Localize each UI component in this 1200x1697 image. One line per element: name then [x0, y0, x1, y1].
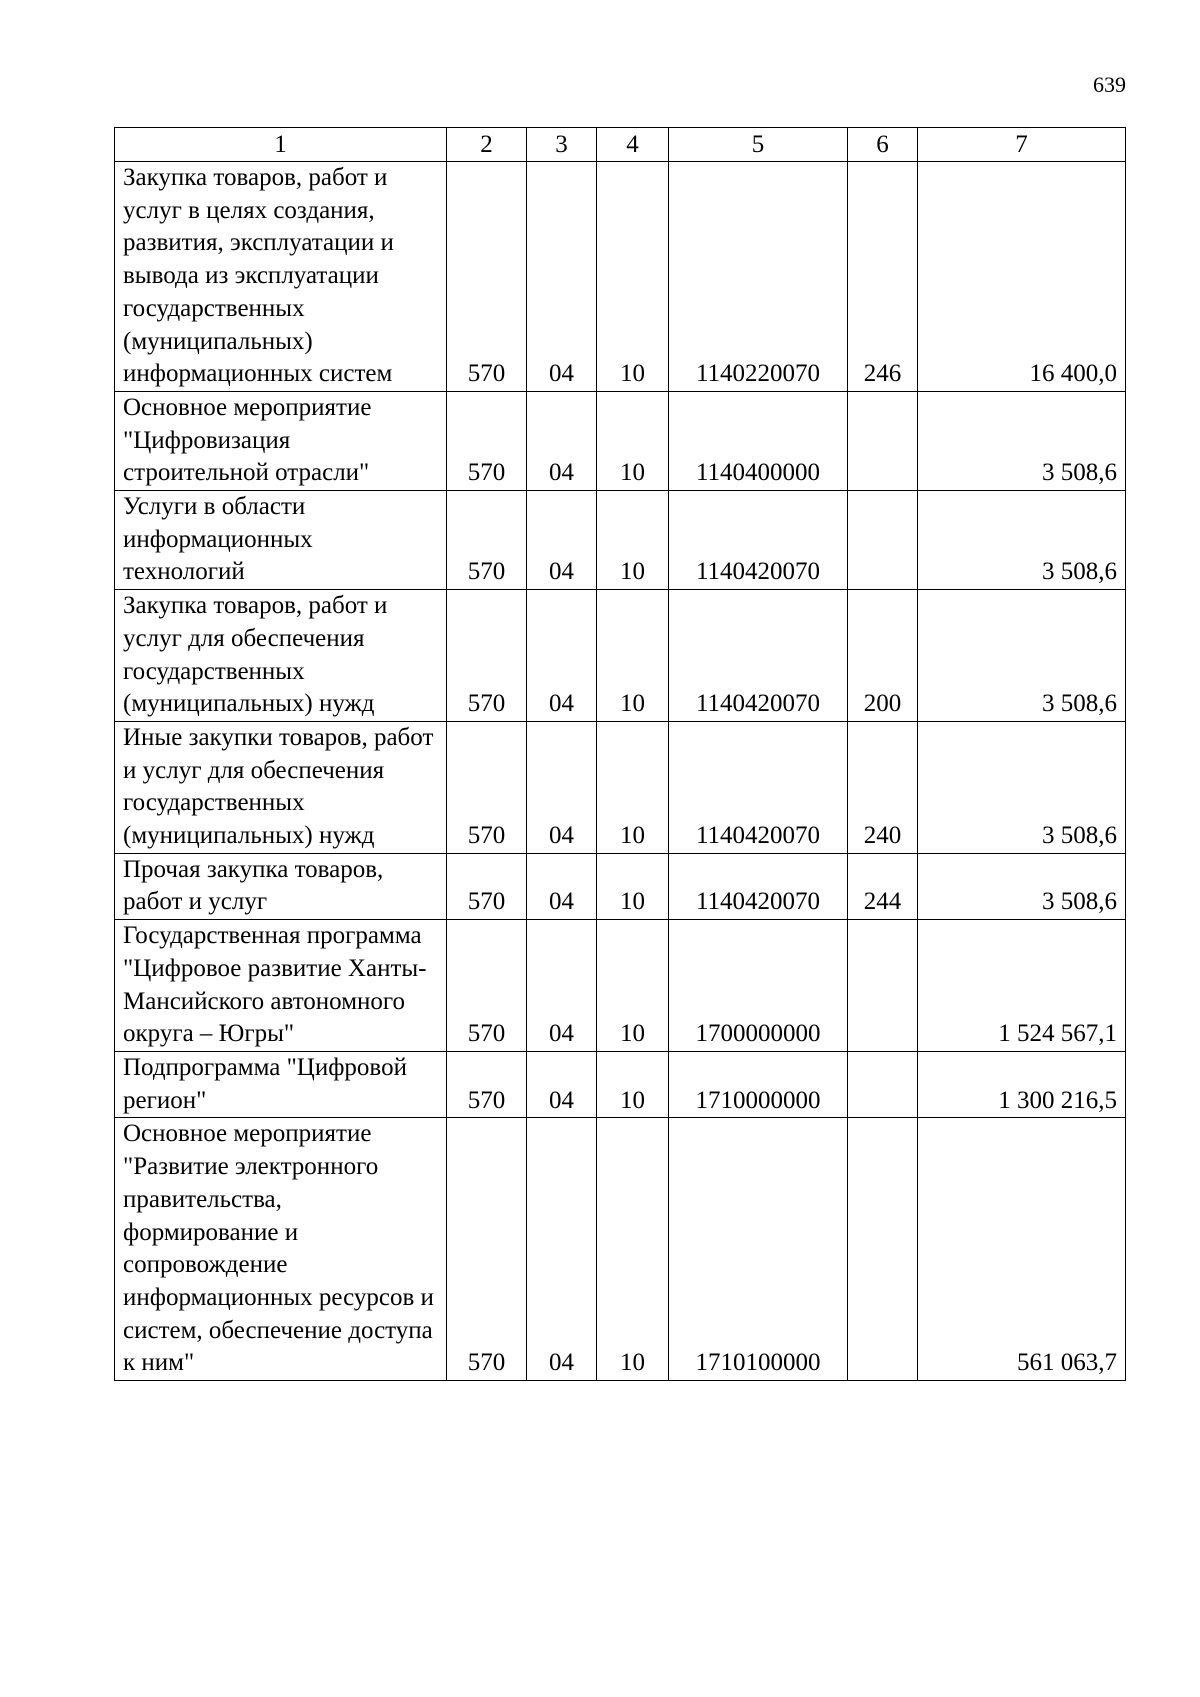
row-code-cell: 570 — [447, 491, 527, 590]
row-code-cell: 570 — [447, 162, 527, 392]
row-section-cell: 04 — [527, 1051, 597, 1117]
row-target-article-cell: 1700000000 — [669, 920, 848, 1052]
table-row — [115, 721, 1126, 853]
row-subsection-cell: 10 — [597, 853, 669, 919]
row-name-cell: Услуги в области информационных технологий — [115, 491, 447, 590]
header-col-4: 4 — [597, 128, 669, 162]
row-expense-type-cell — [848, 1051, 918, 1117]
row-target-article-cell: 1710000000 — [669, 1051, 848, 1117]
row-target-article-cell: 1140420070 — [669, 590, 848, 722]
row-amount-cell: 3 508,6 — [918, 391, 1126, 490]
row-code-cell: 570 — [447, 920, 527, 1052]
row-section-cell: 04 — [527, 391, 597, 490]
header-row — [115, 128, 1126, 162]
row-amount-cell: 3 508,6 — [918, 491, 1126, 590]
table-row — [115, 491, 1126, 590]
table-header — [115, 128, 1126, 162]
row-expense-type-cell — [848, 1118, 918, 1381]
row-code-cell: 570 — [447, 1051, 527, 1117]
row-subsection-cell: 10 — [597, 491, 669, 590]
row-amount-cell: 16 400,0 — [918, 162, 1126, 392]
row-name-cell: Основное мероприятие "Цифровизация строительной отрасли" — [115, 391, 447, 490]
row-amount-cell: 561 063,7 — [918, 1118, 1126, 1381]
row-name-cell: Государственная программа "Цифровое развитие Ханты-Мансийского автономного округа – Югры" — [115, 920, 447, 1052]
row-amount-cell: 1 300 216,5 — [918, 1051, 1126, 1117]
row-target-article-cell: 1140220070 — [669, 162, 848, 392]
row-amount-cell: 3 508,6 — [918, 853, 1126, 919]
row-amount-cell: 3 508,6 — [918, 721, 1126, 853]
table-row — [115, 853, 1126, 919]
row-code-cell: 570 — [447, 391, 527, 490]
row-section-cell: 04 — [527, 590, 597, 722]
table-row — [115, 920, 1126, 1052]
row-code-cell: 570 — [447, 853, 527, 919]
row-expense-type-cell: 244 — [848, 853, 918, 919]
row-amount-cell: 3 508,6 — [918, 590, 1126, 722]
row-name-cell: Закупка товаров, работ и услуг для обеспечения государственных (муниципальных) нужд — [115, 590, 447, 722]
row-section-cell: 04 — [527, 853, 597, 919]
row-subsection-cell: 10 — [597, 162, 669, 392]
table-row — [115, 162, 1126, 392]
row-subsection-cell: 10 — [597, 590, 669, 722]
row-expense-type-cell — [848, 920, 918, 1052]
row-subsection-cell: 10 — [597, 1051, 669, 1117]
header-col-5: 5 — [669, 128, 848, 162]
row-amount-cell: 1 524 567,1 — [918, 920, 1126, 1052]
header-col-6: 6 — [848, 128, 918, 162]
row-expense-type-cell: 240 — [848, 721, 918, 853]
row-subsection-cell: 10 — [597, 920, 669, 1052]
row-subsection-cell: 10 — [597, 1118, 669, 1381]
table-body — [115, 162, 1126, 1381]
row-expense-type-cell — [848, 491, 918, 590]
row-section-cell: 04 — [527, 920, 597, 1052]
row-name-cell: Закупка товаров, работ и услуг в целях создания, развития, эксплуатации и вывода из эксплуатации государственных (муниципальных) информационных систем — [115, 162, 447, 392]
row-target-article-cell: 1140400000 — [669, 391, 848, 490]
budget-table — [114, 127, 1126, 1381]
row-target-article-cell: 1710100000 — [669, 1118, 848, 1381]
header-col-3: 3 — [527, 128, 597, 162]
row-target-article-cell: 1140420070 — [669, 491, 848, 590]
header-col-7: 7 — [918, 128, 1126, 162]
row-subsection-cell: 10 — [597, 721, 669, 853]
row-target-article-cell: 1140420070 — [669, 721, 848, 853]
row-expense-type-cell: 200 — [848, 590, 918, 722]
row-code-cell: 570 — [447, 1118, 527, 1381]
table-row — [115, 590, 1126, 722]
row-name-cell: Иные закупки товаров, работ и услуг для обеспечения государственных (муниципальных) нужд — [115, 721, 447, 853]
table-row — [115, 391, 1126, 490]
table-row — [115, 1118, 1126, 1381]
row-target-article-cell: 1140420070 — [669, 853, 848, 919]
row-section-cell: 04 — [527, 491, 597, 590]
table-row — [115, 1051, 1126, 1117]
row-subsection-cell: 10 — [597, 391, 669, 490]
row-expense-type-cell — [848, 391, 918, 490]
row-section-cell: 04 — [527, 1118, 597, 1381]
row-code-cell: 570 — [447, 590, 527, 722]
row-name-cell: Подпрограмма "Цифровой регион" — [115, 1051, 447, 1117]
row-code-cell: 570 — [447, 721, 527, 853]
row-section-cell: 04 — [527, 721, 597, 853]
header-col-1: 1 — [115, 128, 447, 162]
row-section-cell: 04 — [527, 162, 597, 392]
page-number: 639 — [1093, 72, 1126, 97]
header-col-2: 2 — [447, 128, 527, 162]
row-name-cell: Основное мероприятие "Развитие электронного правительства, формирование и сопровождение информационных ресурсов и систем, обеспечение доступа к ним" — [115, 1118, 447, 1381]
row-name-cell: Прочая закупка товаров, работ и услуг — [115, 853, 447, 919]
row-expense-type-cell: 246 — [848, 162, 918, 392]
